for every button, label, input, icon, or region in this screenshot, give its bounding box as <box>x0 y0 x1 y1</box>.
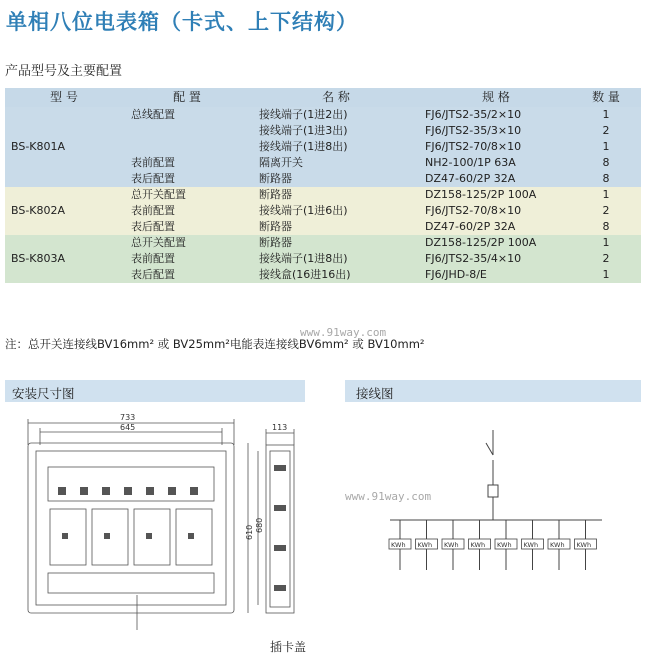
meter-label: KWh <box>550 541 565 549</box>
cell-qty: 1 <box>571 235 641 251</box>
meter-row <box>389 520 597 570</box>
cell-name: 断路器 <box>251 187 421 203</box>
card-cover-label: 插卡盖 <box>270 640 307 654</box>
header-spec: 规 格 <box>421 88 571 107</box>
cell-name: 接线端子(1进3出) <box>251 123 421 139</box>
cell-config: 表后配置 <box>123 171 251 187</box>
wiring-note: 注：总开关连接线BV16mm² 或 BV25mm²电能表连接线BV6mm² 或 BV10mm² <box>5 337 425 351</box>
cell-model: BS-K801A <box>5 107 123 187</box>
cell-name: 断路器 <box>251 171 421 187</box>
cell-name: 接线端子(1进6出) <box>251 203 421 219</box>
cell-qty: 1 <box>571 139 641 155</box>
meter-label: KWh <box>470 541 486 549</box>
cell-spec: DZ158-125/2P 100A <box>421 235 571 251</box>
meter-label: KWh <box>444 541 459 549</box>
watermark: www.91way.com <box>345 490 432 503</box>
cell-name: 接线端子(1进2出) <box>251 107 421 123</box>
header-name: 名 称 <box>251 88 421 107</box>
cell-model: BS-K803A <box>5 235 123 283</box>
dim-inner-width: 645 <box>120 423 136 432</box>
cell-qty: 8 <box>571 219 641 235</box>
meter-label: KWh <box>417 541 433 549</box>
wiring-diagram <box>370 405 630 605</box>
dim-outer-width: 733 <box>120 413 136 422</box>
table-header-row <box>5 88 641 107</box>
cell-spec: FJ6/JTS2-35/3×10 <box>421 123 571 139</box>
cell-spec: FJ6/JTS2-70/8×10 <box>421 139 571 155</box>
install-section-title: 安装尺寸图 <box>12 386 75 401</box>
cell-config <box>123 123 251 139</box>
table-row <box>5 107 641 123</box>
install-dimension-drawing <box>0 405 340 637</box>
cell-config: 总线配置 <box>123 107 251 123</box>
cell-config: 表后配置 <box>123 267 251 283</box>
cell-qty: 1 <box>571 107 641 123</box>
cell-qty: 2 <box>571 203 641 219</box>
dim-outer-height: 680 <box>255 517 264 533</box>
config-table <box>5 88 641 283</box>
cell-config <box>123 139 251 155</box>
cell-name: 隔离开关 <box>251 155 421 171</box>
table-row <box>5 235 641 251</box>
cell-spec: NH2-100/1P 63A <box>421 155 571 171</box>
page-title: 单相八位电表箱（卡式、上下结构） <box>6 10 358 34</box>
cell-qty: 8 <box>571 171 641 187</box>
meter-label: KWh <box>497 541 512 549</box>
cell-qty: 1 <box>571 187 641 203</box>
header-config: 配 置 <box>123 88 251 107</box>
wiring-section-title: 接线图 <box>356 386 394 401</box>
cell-config: 表前配置 <box>123 251 251 267</box>
cell-spec: FJ6/JHD-8/E <box>421 267 571 283</box>
cell-config: 总开关配置 <box>123 235 251 251</box>
cell-name: 断路器 <box>251 219 421 235</box>
cell-spec: FJ6/JTS2-70/8×10 <box>421 203 571 219</box>
cell-name: 接线端子(1进8出) <box>251 251 421 267</box>
dim-depth: 113 <box>272 423 288 432</box>
cell-config: 表后配置 <box>123 219 251 235</box>
meter-label: KWh <box>576 541 592 549</box>
cell-config: 表前配置 <box>123 155 251 171</box>
header-model: 型 号 <box>5 88 123 107</box>
cell-spec: FJ6/JTS2-35/4×10 <box>421 251 571 267</box>
meter-label: KWh <box>391 541 406 549</box>
cell-qty: 2 <box>571 123 641 139</box>
cell-qty: 1 <box>571 267 641 283</box>
cell-name: 接线盒(16进16出) <box>251 267 421 283</box>
cell-config: 表前配置 <box>123 203 251 219</box>
cell-spec: DZ47-60/2P 32A <box>421 171 571 187</box>
cell-name: 接线端子(1进8出) <box>251 139 421 155</box>
meter-label: KWh <box>523 541 539 549</box>
cell-name: 断路器 <box>251 235 421 251</box>
cell-config: 总开关配置 <box>123 187 251 203</box>
cell-model: BS-K802A <box>5 187 123 235</box>
section-subtitle: 产品型号及主要配置 <box>5 64 123 79</box>
dim-inner-height: 610 <box>245 524 254 540</box>
cell-spec: DZ158-125/2P 100A <box>421 187 571 203</box>
table-row <box>5 187 641 203</box>
header-qty: 数 量 <box>571 88 641 107</box>
cell-qty: 2 <box>571 251 641 267</box>
cell-qty: 8 <box>571 155 641 171</box>
cell-spec: FJ6/JTS2-35/2×10 <box>421 107 571 123</box>
watermark: www.91way.com <box>300 326 387 339</box>
table-body <box>5 107 641 283</box>
cell-spec: DZ47-60/2P 32A <box>421 219 571 235</box>
